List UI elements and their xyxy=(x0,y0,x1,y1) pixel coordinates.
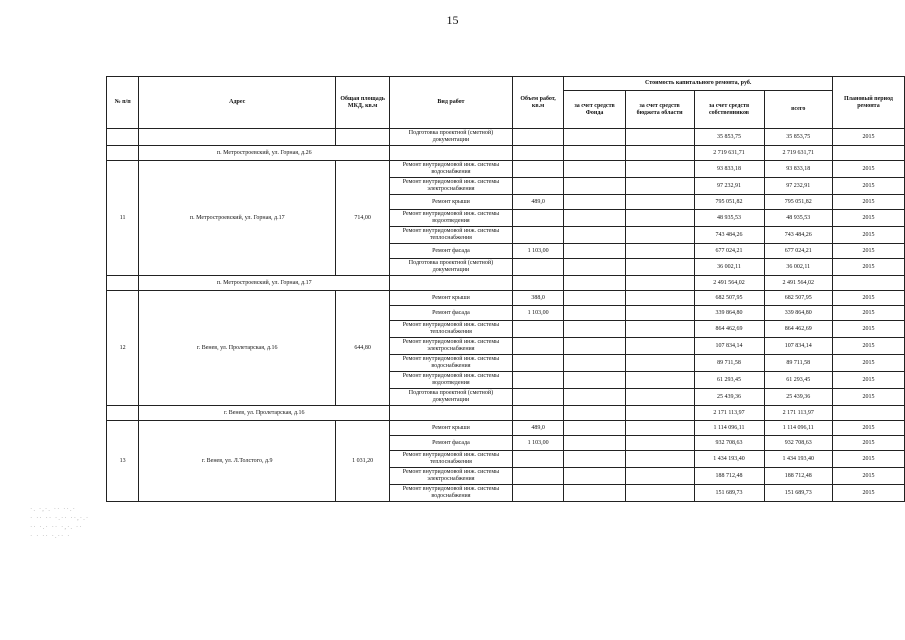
subtotal-row xyxy=(107,276,905,291)
row-number: 12 xyxy=(107,291,139,406)
volume-cell xyxy=(512,178,564,195)
period-cell: 2015 xyxy=(832,129,904,146)
work-cell: Ремонт внутридомовой инж. системы водоснабжения xyxy=(390,355,513,372)
subtotal-owners: 2 491 564,02 xyxy=(694,276,764,291)
area-cell: 714,00 xyxy=(336,161,390,276)
volume-cell xyxy=(512,161,564,178)
area-cell: 644,80 xyxy=(336,291,390,406)
volume-cell xyxy=(512,210,564,227)
subtotal-total: 2 171 113,97 xyxy=(764,406,832,421)
total-cell: 25 439,36 xyxy=(764,389,832,406)
total-cell: 677 024,21 xyxy=(764,244,832,259)
period-cell: 2015 xyxy=(832,468,904,485)
volume-cell: 1 103,00 xyxy=(512,244,564,259)
period-cell: 2015 xyxy=(832,355,904,372)
period-cell: 2015 xyxy=(832,161,904,178)
table-row xyxy=(107,129,905,146)
total-cell: 864 462,69 xyxy=(764,321,832,338)
address-cell: г. Венев, ул. Пролетарская, д.16 xyxy=(139,291,336,406)
owners-cell: 188 712,48 xyxy=(694,468,764,485)
header-total: всего xyxy=(764,91,832,129)
owners-cell: 35 853,75 xyxy=(694,129,764,146)
total-cell: 89 711,58 xyxy=(764,355,832,372)
period-cell: 2015 xyxy=(832,210,904,227)
volume-cell xyxy=(512,321,564,338)
header-address: Адрес xyxy=(139,77,336,129)
work-cell: Ремонт внутридомовой инж. системы теплоснабжения xyxy=(390,451,513,468)
total-cell: 97 232,91 xyxy=(764,178,832,195)
work-cell: Ремонт крыши xyxy=(390,291,513,306)
owners-cell: 795 051,82 xyxy=(694,195,764,210)
header-volume: Объем работ, кв.м xyxy=(512,77,564,129)
total-cell: 932 708,63 xyxy=(764,436,832,451)
scan-smudge: ·. ·,·. ·· ··.· · ·· ·· ·.·· ··,·.· ·· ·.· ·· ·,·. ·· · · ·· ·.·· · xyxy=(30,505,90,540)
subtotal-label: п. Метростроевский, ул. Горная, д.26 xyxy=(139,146,390,161)
owners-cell: 1 114 096,11 xyxy=(694,421,764,436)
period-cell: 2015 xyxy=(832,178,904,195)
volume-cell: 1 103,00 xyxy=(512,436,564,451)
subtotal-owners: 2 719 631,71 xyxy=(694,146,764,161)
owners-cell: 89 711,58 xyxy=(694,355,764,372)
owners-cell: 682 507,95 xyxy=(694,291,764,306)
total-cell: 682 507,95 xyxy=(764,291,832,306)
work-cell: Ремонт внутридомовой инж. системы водоснабжения xyxy=(390,485,513,502)
subtotal-row xyxy=(107,146,905,161)
volume-cell: 489,0 xyxy=(512,195,564,210)
owners-cell: 677 024,21 xyxy=(694,244,764,259)
total-cell: 743 484,26 xyxy=(764,227,832,244)
table-row xyxy=(107,291,905,306)
period-cell: 2015 xyxy=(832,195,904,210)
volume-cell xyxy=(512,338,564,355)
work-cell: Ремонт внутридомовой инж. системы водоотведения xyxy=(390,372,513,389)
period-cell: 2015 xyxy=(832,227,904,244)
header-area: Общая площадь МКД, кв.м xyxy=(336,77,390,129)
header-region: за счет средств бюджета области xyxy=(625,91,694,129)
total-cell: 188 712,48 xyxy=(764,468,832,485)
owners-cell: 97 232,91 xyxy=(694,178,764,195)
owners-cell: 864 462,69 xyxy=(694,321,764,338)
work-cell: Ремонт внутридомовой инж. системы теплоснабжения xyxy=(390,321,513,338)
work-cell: Ремонт внутридомовой инж. системы теплоснабжения xyxy=(390,227,513,244)
subtotal-label: г. Венев, ул. Пролетарская, д.16 xyxy=(139,406,390,421)
header-period: Плановый период ремонта xyxy=(832,77,904,129)
total-cell: 795 051,82 xyxy=(764,195,832,210)
period-cell: 2015 xyxy=(832,259,904,276)
subtotal-label: п. Метростроевский, ул. Горная, д.17 xyxy=(139,276,390,291)
address-cell: г. Венев, ул. Л.Толстого, д.9 xyxy=(139,421,336,502)
period-cell: 2015 xyxy=(832,436,904,451)
table-row xyxy=(107,421,905,436)
work-cell: Ремонт внутридомовой инж. системы электроснабжения xyxy=(390,468,513,485)
total-cell: 48 935,53 xyxy=(764,210,832,227)
volume-cell xyxy=(512,389,564,406)
total-cell: 61 293,45 xyxy=(764,372,832,389)
period-cell: 2015 xyxy=(832,372,904,389)
header-num: № п/п xyxy=(107,77,139,129)
total-cell: 107 834,14 xyxy=(764,338,832,355)
work-cell: Подготовка проектной (сметной) документации xyxy=(390,129,513,146)
work-cell: Ремонт фасада xyxy=(390,244,513,259)
volume-cell: 1 103,00 xyxy=(512,306,564,321)
header-fund: за счет средств Фонда xyxy=(564,91,625,129)
period-cell: 2015 xyxy=(832,321,904,338)
period-cell: 2015 xyxy=(832,451,904,468)
page-number: 15 xyxy=(446,13,459,27)
period-cell: 2015 xyxy=(832,291,904,306)
volume-cell xyxy=(512,227,564,244)
subtotal-owners: 2 171 113,97 xyxy=(694,406,764,421)
header-work-type: Вид работ xyxy=(390,77,513,129)
work-cell: Ремонт фасада xyxy=(390,306,513,321)
owners-cell: 36 002,11 xyxy=(694,259,764,276)
volume-cell xyxy=(512,485,564,502)
volume-cell xyxy=(512,259,564,276)
volume-cell: 388,0 xyxy=(512,291,564,306)
owners-cell: 743 484,26 xyxy=(694,227,764,244)
total-cell: 36 002,11 xyxy=(764,259,832,276)
work-cell: Ремонт фасада xyxy=(390,436,513,451)
repair-table xyxy=(106,76,905,502)
subtotal-total: 2 491 564,02 xyxy=(764,276,832,291)
work-cell: Ремонт внутридомовой инж. системы водоснабжения xyxy=(390,161,513,178)
volume-cell: 489,0 xyxy=(512,421,564,436)
owners-cell: 25 439,36 xyxy=(694,389,764,406)
work-cell: Подготовка проектной (сметной) документации xyxy=(390,389,513,406)
owners-cell: 932 708,63 xyxy=(694,436,764,451)
area-cell: 1 031,20 xyxy=(336,421,390,502)
period-cell: 2015 xyxy=(832,389,904,406)
volume-cell xyxy=(512,372,564,389)
volume-cell xyxy=(512,468,564,485)
work-cell: Ремонт внутридомовой инж. системы электроснабжения xyxy=(390,178,513,195)
row-number: 13 xyxy=(107,421,139,502)
total-cell: 1 114 096,11 xyxy=(764,421,832,436)
volume-cell xyxy=(512,451,564,468)
volume-cell xyxy=(512,355,564,372)
total-cell: 339 864,80 xyxy=(764,306,832,321)
period-cell: 2015 xyxy=(832,244,904,259)
period-cell: 2015 xyxy=(832,421,904,436)
header-cost-group: Стоимость капитального ремонта, руб. xyxy=(564,77,832,91)
period-cell: 2015 xyxy=(832,306,904,321)
owners-cell: 151 689,73 xyxy=(694,485,764,502)
total-cell: 1 434 193,40 xyxy=(764,451,832,468)
total-cell: 35 853,75 xyxy=(764,129,832,146)
total-cell: 93 833,18 xyxy=(764,161,832,178)
owners-cell: 1 434 193,40 xyxy=(694,451,764,468)
owners-cell: 61 293,45 xyxy=(694,372,764,389)
header-owners: за счет средств собственников xyxy=(694,91,764,129)
table-row xyxy=(107,161,905,178)
owners-cell: 48 935,53 xyxy=(694,210,764,227)
work-cell: Ремонт крыши xyxy=(390,421,513,436)
owners-cell: 339 864,80 xyxy=(694,306,764,321)
work-cell: Ремонт внутридомовой инж. системы электроснабжения xyxy=(390,338,513,355)
work-cell: Подготовка проектной (сметной) документации xyxy=(390,259,513,276)
period-cell: 2015 xyxy=(832,338,904,355)
address-cell: п. Метростроевский, ул. Горная, д.17 xyxy=(139,161,336,276)
subtotal-total: 2 719 631,71 xyxy=(764,146,832,161)
subtotal-row xyxy=(107,406,905,421)
total-cell: 151 689,73 xyxy=(764,485,832,502)
period-cell: 2015 xyxy=(832,485,904,502)
owners-cell: 107 834,14 xyxy=(694,338,764,355)
owners-cell: 93 833,18 xyxy=(694,161,764,178)
work-cell: Ремонт внутридомовой инж. системы водоотведения xyxy=(390,210,513,227)
work-cell: Ремонт крыши xyxy=(390,195,513,210)
row-number: 11 xyxy=(107,161,139,276)
